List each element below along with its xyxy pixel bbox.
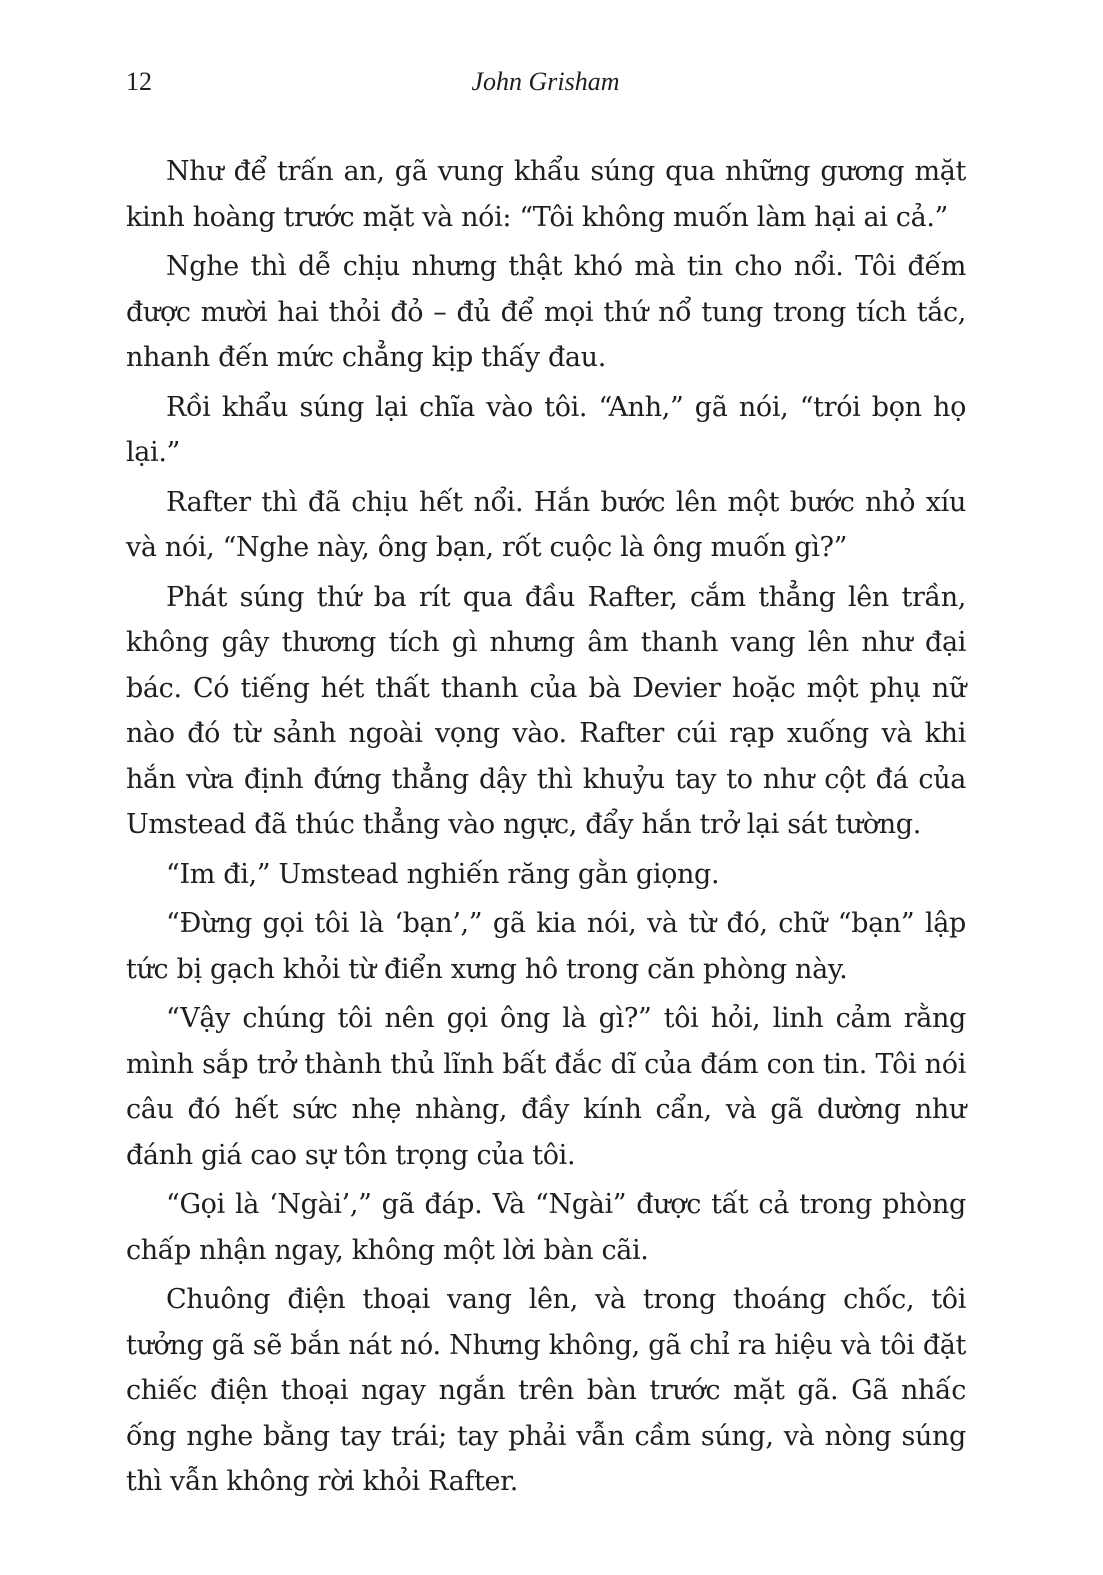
paragraph: Rồi khẩu súng lại chĩa vào tôi. “Anh,” gã nói, “trói bọn họ lại.”	[126, 391, 966, 468]
body-text	[126, 149, 966, 1509]
paragraph: Nghe thì dễ chịu nhưng thật khó mà tin cho nổi. Tôi đếm được mười hai thỏi đỏ – đủ để mọi thứ nổ tung trong tích tắc, nhanh đến mức chẳng kịp thấy đau.	[126, 251, 966, 373]
paragraph: Phát súng thứ ba rít qua đầu Rafter, cắm thẳng lên trần, không gây thương tích gì nhưng âm thanh vang lên như đại bác. Có tiếng hét thất thanh của bà Devier hoặc một phụ nữ nào đó từ sảnh ngoài vọng vào. Rafter cúi rạp xuống và khi hắn vừa định đứng thẳng dậy thì khuỷu tay to như cột đá của Umstead đã thúc thẳng vào ngực, đẩy hắn trở lại sát tường.	[126, 581, 966, 840]
paragraph: Rafter thì đã chịu hết nổi. Hắn bước lên một bước nhỏ xíu và nói, “Nghe này, ông bạn, rốt cuộc là ông muốn gì?”	[126, 486, 966, 563]
paragraph: “Gọi là ‘Ngài’,” gã đáp. Và “Ngài” được tất cả trong phòng chấp nhận ngay, không một lời bàn cãi.	[126, 1189, 966, 1266]
paragraph: Như để trấn an, gã vung khẩu súng qua những gương mặt kinh hoàng trước mặt và nói: “Tôi không muốn làm hại ai cả.”	[126, 156, 966, 233]
paragraph: “Vậy chúng tôi nên gọi ông là gì?” tôi hỏi, linh cảm rằng mình sắp trở thành thủ lĩnh bất đắc dĩ của đám con tin. Tôi nói câu đó hết sức nhẹ nhàng, đầy kính cẩn, và gã dường như đánh giá cao sự tôn trọng của tôi.	[126, 1003, 966, 1171]
page-number: 12	[126, 67, 152, 96]
paragraph: “Im đi,” Umstead nghiến răng gằn giọng.	[166, 858, 720, 890]
paragraph: Chuông điện thoại vang lên, và trong thoáng chốc, tôi tưởng gã sẽ bắn nát nó. Nhưng không, gã chỉ ra hiệu và tôi đặt chiếc điện thoại ngay ngắn trên bàn trước mặt gã. Gã nhấc ống nghe bằng tay trái; tay phải vẫn cầm súng, và nòng súng thì vẫn không rời khỏi Rafter.	[126, 1284, 966, 1497]
running-head	[126, 62, 965, 102]
running-title-author: John Grisham	[471, 67, 620, 96]
paragraph: “Đừng gọi tôi là ‘bạn’,” gã kia nói, và từ đó, chữ “bạn” lập tức bị gạch khỏi từ điển xưng hô trong căn phòng này.	[126, 908, 966, 985]
